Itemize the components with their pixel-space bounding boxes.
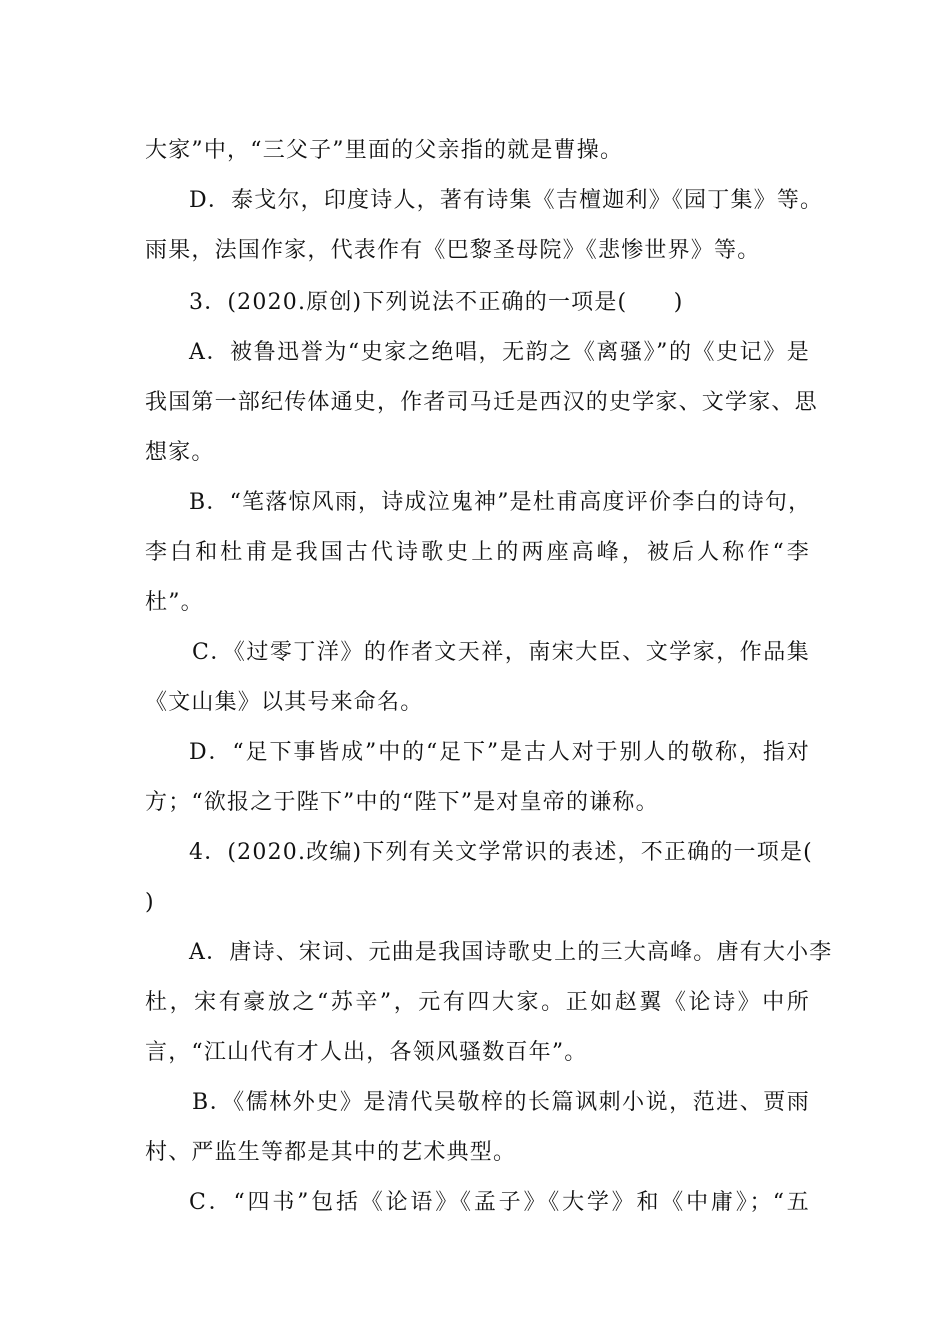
option-d-line-2: 雨果，法国作家，代表作有《巴黎圣母院》《悲惨世界》等。: [145, 238, 761, 263]
q4-option-a-line-3: 言，“江山代有才人出，各领风骚数百年”。: [145, 1040, 588, 1065]
q4-option-b-line-2: 村、严监生等都是其中的艺术典型。: [145, 1140, 517, 1165]
text-line-1: 大家”中，“三父子”里面的父亲指的就是曹操。: [145, 138, 624, 163]
q3-option-d-line-1: D．“足下事皆成”中的“足下”是古人对于别人的敬称，指对: [189, 740, 810, 765]
q3-option-a-line-3: 想家。: [145, 440, 215, 465]
q4-option-c-line-1: C．“四书”包括《论语》《孟子》《大学》和《中庸》；“五: [189, 1190, 810, 1215]
q4-option-b-line-1: B．《儒林外史》是清代吴敬梓的长篇讽刺小说，范进、贾雨: [192, 1090, 810, 1115]
q3-option-c-line-1: C．《过零丁洋》的作者文天祥，南宋大臣、文学家，作品集: [192, 640, 810, 665]
q3-option-c-line-2: 《文山集》以其号来命名。: [145, 690, 424, 715]
question-4-paren: ): [145, 890, 155, 915]
q3-option-b-line-3: 杜”。: [145, 590, 204, 615]
q3-option-a-line-2: 我国第一部纪传体通史，作者司马迁是西汉的史学家、文学家、思: [145, 390, 818, 415]
option-d-line-1: D．泰戈尔，印度诗人，著有诗集《吉檀迦利》《园丁集》等。: [189, 188, 824, 213]
question-4-stem: 4．(2020.改编)下列有关文学常识的表述，不正确的一项是(: [189, 840, 813, 865]
q3-option-a-line-1: A．被鲁迅誉为“史家之绝唱，无韵之《离骚》”的《史记》是: [189, 340, 810, 365]
question-3-stem: 3．(2020.原创)下列说法不正确的一项是( ): [189, 290, 684, 315]
q3-option-b-line-1: B．“笔落惊风雨，诗成泣鬼神”是杜甫高度评价李白的诗句，: [189, 490, 812, 515]
q3-option-d-line-2: 方；“欲报之于陛下”中的“陛下”是对皇帝的谦称。: [145, 790, 659, 815]
q4-option-a-line-2: 杜，宋有豪放之“苏辛”，元有四大家。正如赵翼《论诗》中所: [145, 990, 810, 1015]
q3-option-b-line-2: 李白和杜甫是我国古代诗歌史上的两座高峰，被后人称作“李: [145, 540, 810, 565]
q4-option-a-line-1: A．唐诗、宋词、元曲是我国诗歌史上的三大高峰。唐有大小李: [189, 940, 833, 965]
